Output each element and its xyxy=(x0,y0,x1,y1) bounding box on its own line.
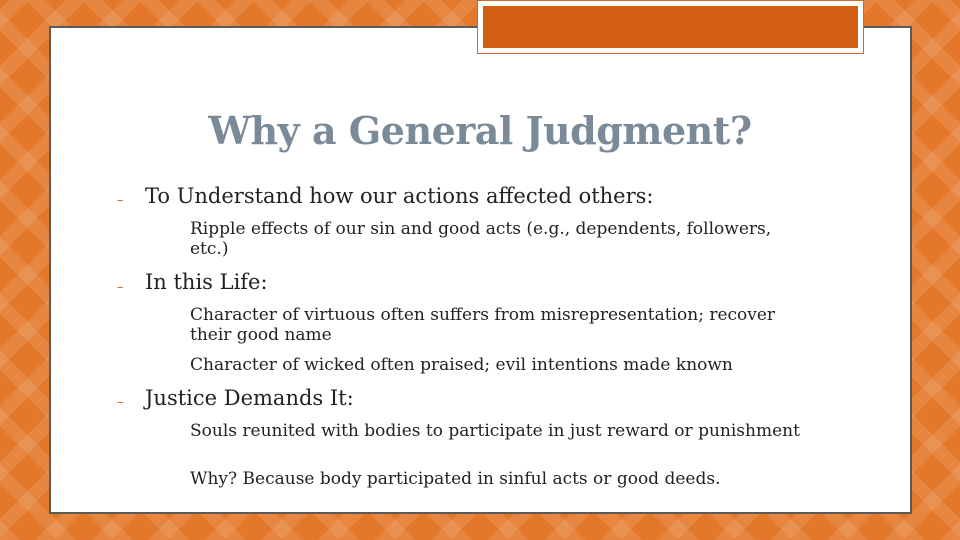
subpoint-2-2: Character of wicked often praised; evil intentions made known xyxy=(190,355,733,375)
subpoint-1-1: Ripple effects of our sin and good acts (e.g., dependents, followers, etc.) xyxy=(190,219,772,259)
subpoint-2-1: Character of virtuous often suffers from misrepresentation; recover their good name xyxy=(190,305,776,345)
bullet-marker: – xyxy=(117,193,124,208)
point-heading-1: To Understand how our actions affected others: xyxy=(145,184,654,208)
point-heading-3: Justice Demands It: xyxy=(145,386,354,410)
bullet-marker: – xyxy=(117,280,124,295)
point-heading-2: In this Life: xyxy=(145,270,268,294)
accent-tab xyxy=(477,0,864,54)
subpoint-3-1: Souls reunited with bodies to participate in just reward or punishment xyxy=(190,421,800,441)
accent-tab-fill xyxy=(482,5,859,49)
slide-title: Why a General Judgment? xyxy=(208,108,752,153)
subpoint-3-2: Why? Because body participated in sinful acts or good deeds. xyxy=(190,469,721,489)
bullet-marker: – xyxy=(117,395,124,410)
